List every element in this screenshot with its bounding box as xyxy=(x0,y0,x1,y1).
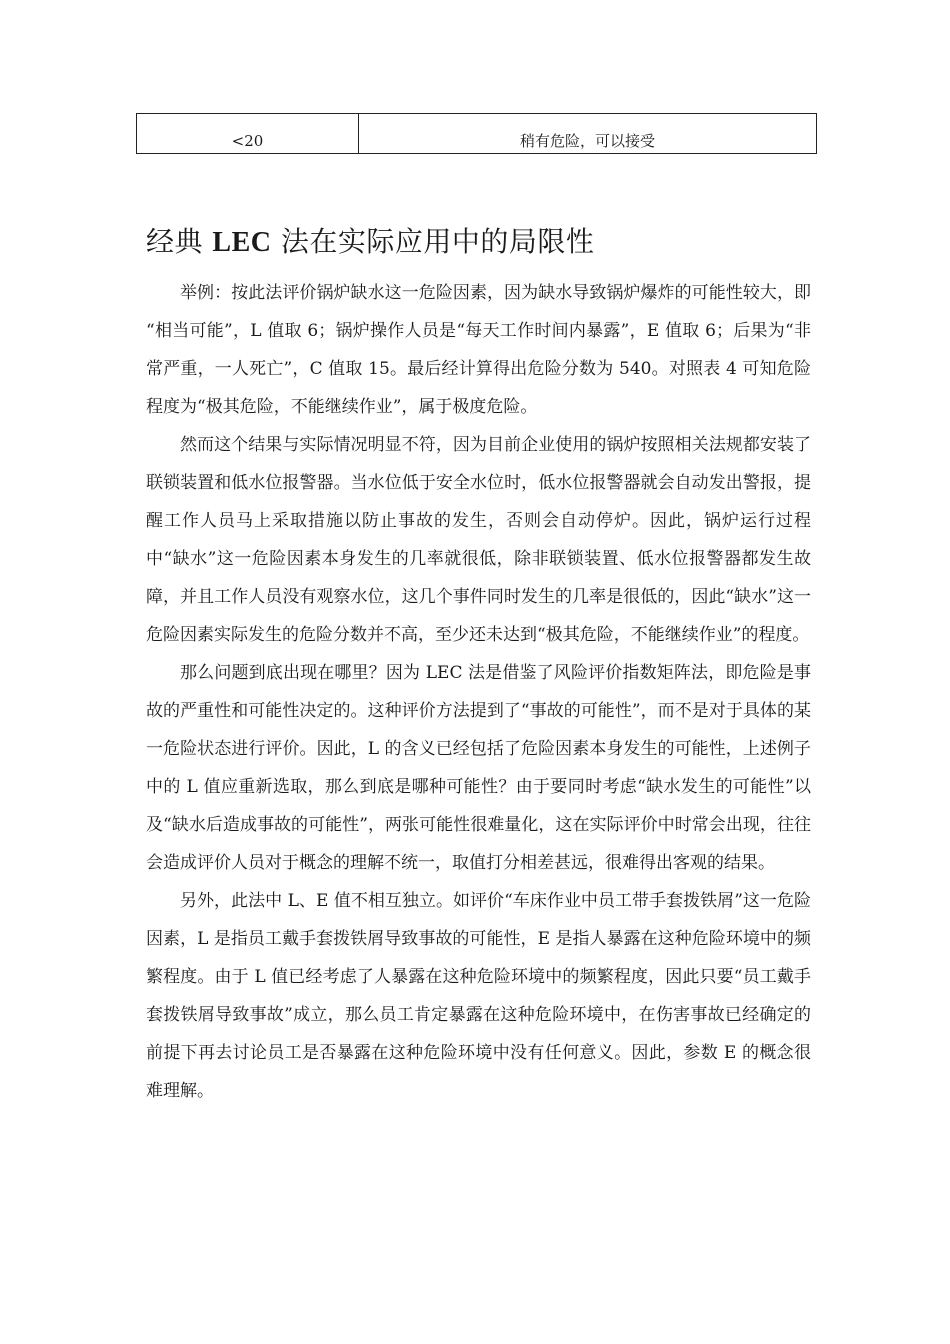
heading-text-post: 法在实际应用中的局限性 xyxy=(271,225,595,258)
paragraph-dependence: 另外，此法中 L、E 值不相互独立。如评价“车床作业中员工带手套拨铁屑”这一危险因素，L 是指员工戴手套拨铁屑导致事故的可能性，E 是指人暴露在这种危险环境中的频繁程度。由于 L 值已经考虑了人暴露在这种危险环境中的频繁程度，因此只要“员工戴手套拨铁屑导致事故”成立，那么员工肯定暴露在这种危险环境中，在伤害事故已经确定的前提下再去讨论员工是否暴露在这种危险环境中没有任何意义。因此，参数 E 的概念很难理解。 xyxy=(146,891,811,1101)
heading-text-lec: LEC xyxy=(212,227,272,258)
heading-text-pre: 经典 xyxy=(146,225,213,258)
section-heading xyxy=(146,222,594,263)
paragraph-problem: 那么问题到底出现在哪里？因为 LEC 法是借鉴了风险评价指数矩阵法，即危险是事故的严重性和可能性决定的。这种评价方法提到了“事故的可能性”，而不是对于具体的某一危险状态进行评价。因此，L 的含义已经包括了危险因素本身发生的可能性，上述例子中的 L 值应重新选取，那么到底是哪种可能性？由于要同时考虑“缺水发生的可能性”以及“缺水后造成事故的可能性”，两张可能性很难量化，这在实际评价中时常会出现，往往会造成评价人员对于概念的理解不统一，取值打分相差甚远，很难得出客观的结果。 xyxy=(146,663,811,873)
table-cell-description: 稍有危险，可以接受 xyxy=(519,132,655,150)
paragraph-contradiction: 然而这个结果与实际情况明显不符，因为目前企业使用的锅炉按照相关法规都安装了联锁装置和低水位报警器。当水位低于安全水位时，低水位报警器就会自动发出警报，提醒工作人员马上采取措施以防止事故的发生，否则会自动停炉。因此，锅炉运行过程中“缺水”这一危险因素本身发生的几率就很低，除非联锁装置、低水位报警器都发生故障，并且工作人员没有观察水位，这几个事件同时发生的几率是很低的，因此“缺水”这一危险因素实际发生的危险分数并不高，至少还未达到“极其危险，不能继续作业”的程度。 xyxy=(146,435,811,645)
paragraph-example: 举例：按此法评价锅炉缺水这一危险因素，因为缺水导致锅炉爆炸的可能性较大，即 “相当可能”，L 值取 6；锅炉操作人员是“每天工作时间内暴露”，E 值取 6；后果为“非常严重，一人死亡”，C 值取 15。最后经计算得出危险分数为 540。对照表 4 可知危险程度为“极其危险，不能继续作业”，属于极度危险。 xyxy=(146,283,811,417)
body-text xyxy=(146,274,811,1110)
hazard-table-row xyxy=(136,113,817,154)
table-cell-score: <20 xyxy=(137,114,359,153)
